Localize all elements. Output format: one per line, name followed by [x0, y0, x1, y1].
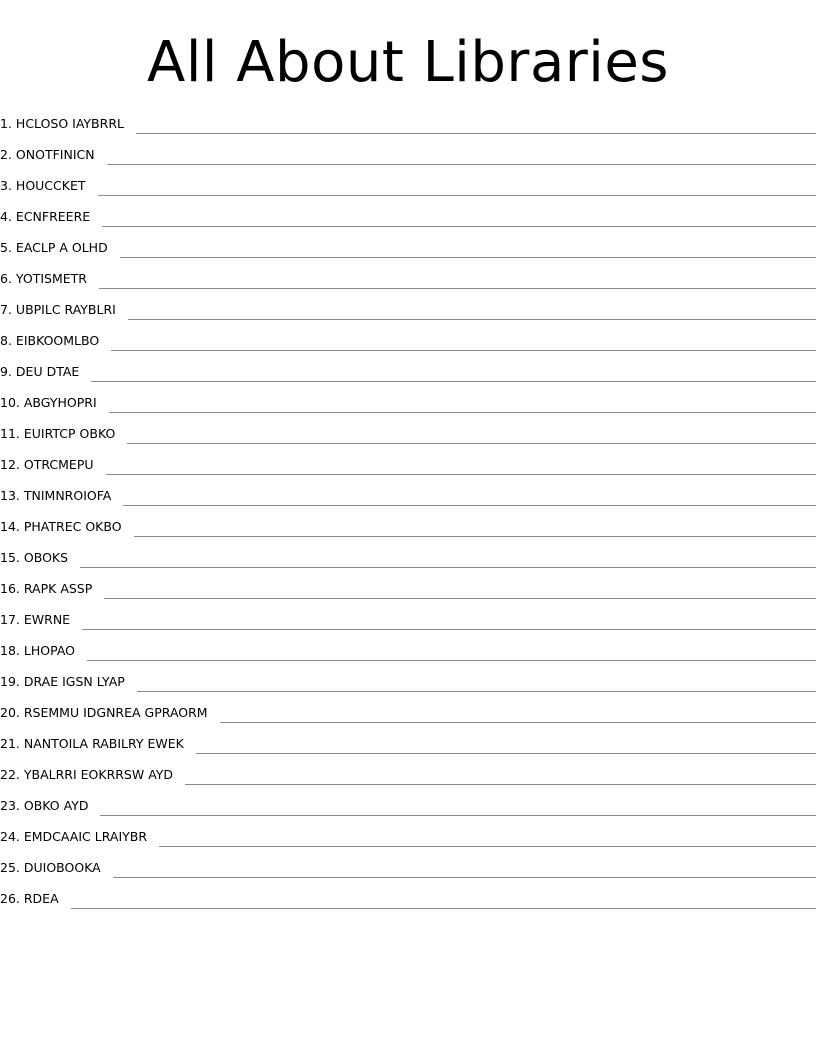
scrambled-word: UBPILC RAYBLRI [15, 302, 116, 317]
list-item [0, 354, 816, 385]
answer-line[interactable] [113, 877, 816, 878]
scrambled-word-label [0, 426, 115, 447]
answer-line[interactable] [100, 815, 816, 816]
scrambled-word: EUIRTCP OBKO [23, 426, 116, 441]
scrambled-word-label [0, 829, 147, 850]
item-number: 18. [0, 643, 20, 658]
list-item [0, 106, 816, 137]
scrambled-word: RDEA [23, 891, 59, 906]
scrambled-word: DRAE IGSN LYAP [23, 674, 125, 689]
item-number: 20. [0, 705, 20, 720]
scrambled-word-label [0, 550, 68, 571]
scrambled-word-label [0, 302, 116, 323]
list-item [0, 447, 816, 478]
answer-line[interactable] [185, 784, 816, 785]
answer-line[interactable] [109, 412, 816, 413]
list-item [0, 199, 816, 230]
scrambled-word-label [0, 581, 92, 602]
scrambled-word-label [0, 612, 70, 633]
scrambled-word: HCLOSO IAYBRRL [15, 116, 124, 131]
scrambled-word-label [0, 674, 125, 695]
list-item [0, 292, 816, 323]
scrambled-word-label [0, 209, 90, 230]
answer-line[interactable] [102, 226, 816, 227]
item-number: 24. [0, 829, 20, 844]
answer-line[interactable] [159, 846, 816, 847]
item-number: 13. [0, 488, 20, 503]
answer-line[interactable] [120, 257, 816, 258]
item-number: 15. [0, 550, 20, 565]
scrambled-word: RAPK ASSP [23, 581, 93, 596]
scrambled-word: ECNFREERE [15, 209, 91, 224]
scrambled-word: ABGYHOPRI [23, 395, 97, 410]
scrambled-word-label [0, 395, 97, 416]
list-item [0, 323, 816, 354]
scrambled-word: TNIMNROIOFA [23, 488, 112, 503]
scrambled-word-label [0, 364, 79, 385]
item-number: 10. [0, 395, 20, 410]
answer-line[interactable] [220, 722, 816, 723]
scrambled-word: OBOKS [23, 550, 69, 565]
list-item [0, 509, 816, 540]
item-number: 11. [0, 426, 20, 441]
item-number: 21. [0, 736, 20, 751]
answer-line[interactable] [123, 505, 816, 506]
item-number: 17. [0, 612, 20, 627]
list-item [0, 788, 816, 819]
item-number: 26. [0, 891, 20, 906]
item-number: 19. [0, 674, 20, 689]
list-item [0, 633, 816, 664]
list-item [0, 230, 816, 261]
list-item [0, 695, 816, 726]
list-item [0, 726, 816, 757]
list-item [0, 850, 816, 881]
item-number: 12. [0, 457, 20, 472]
item-number: 6. [0, 271, 12, 286]
item-number: 23. [0, 798, 20, 813]
list-item [0, 168, 816, 199]
item-number: 4. [0, 209, 12, 224]
item-number: 3. [0, 178, 12, 193]
list-item [0, 819, 816, 850]
scrambled-word: YBALRRI EOKRRSW AYD [23, 767, 174, 782]
item-number: 2. [0, 147, 12, 162]
page-title: All About Libraries [147, 30, 669, 95]
answer-line[interactable] [137, 691, 816, 692]
answer-line[interactable] [107, 164, 816, 165]
answer-line[interactable] [196, 753, 816, 754]
scrambled-word-label [0, 147, 95, 168]
word-scramble-list [0, 106, 816, 912]
scrambled-word-label [0, 271, 87, 292]
scrambled-word-label [0, 116, 124, 137]
answer-line[interactable] [106, 474, 816, 475]
scrambled-word: DEU DTAE [15, 364, 80, 379]
answer-line[interactable] [91, 381, 816, 382]
list-item [0, 385, 816, 416]
item-number: 8. [0, 333, 12, 348]
answer-line[interactable] [82, 629, 816, 630]
item-number: 25. [0, 860, 20, 875]
answer-line[interactable] [87, 660, 816, 661]
scrambled-word-label [0, 891, 59, 912]
scrambled-word: RSEMMU IDGNREA GPRAORM [23, 705, 208, 720]
list-item [0, 416, 816, 447]
scrambled-word-label [0, 860, 101, 881]
scrambled-word: OBKO AYD [23, 798, 89, 813]
scrambled-word-label [0, 705, 208, 726]
scrambled-word-label [0, 643, 75, 664]
answer-line[interactable] [127, 443, 816, 444]
scrambled-word: YOTISMETR [15, 271, 87, 286]
scrambled-word: PHATREC OKBO [23, 519, 122, 534]
list-item [0, 540, 816, 571]
scrambled-word: EIBKOOMLBO [15, 333, 100, 348]
list-item [0, 881, 816, 912]
item-number: 22. [0, 767, 20, 782]
item-number: 9. [0, 364, 12, 379]
scrambled-word-label [0, 767, 173, 788]
scrambled-word-label [0, 178, 86, 199]
list-item [0, 137, 816, 168]
item-number: 16. [0, 581, 20, 596]
item-number: 1. [0, 116, 12, 131]
list-item [0, 602, 816, 633]
answer-line[interactable] [71, 908, 816, 909]
scrambled-word: ONOTFINICN [15, 147, 95, 162]
scrambled-word: EMDCAAIC LRAIYBR [23, 829, 148, 844]
scrambled-word: HOUCCKET [15, 178, 86, 193]
scrambled-word-label [0, 736, 184, 757]
list-item [0, 757, 816, 788]
scrambled-word-label [0, 333, 99, 354]
scrambled-word: EWRNE [23, 612, 71, 627]
list-item [0, 261, 816, 292]
list-item [0, 478, 816, 509]
scrambled-word: DUIOBOOKA [23, 860, 101, 875]
answer-line[interactable] [111, 350, 816, 351]
list-item [0, 664, 816, 695]
answer-line[interactable] [99, 288, 816, 289]
item-number: 7. [0, 302, 12, 317]
scrambled-word: OTRCMEPU [23, 457, 94, 472]
answer-line[interactable] [80, 567, 816, 568]
answer-line[interactable] [104, 598, 816, 599]
answer-line[interactable] [136, 133, 816, 134]
scrambled-word-label [0, 488, 111, 509]
answer-line[interactable] [98, 195, 816, 196]
list-item [0, 571, 816, 602]
scrambled-word-label [0, 798, 88, 819]
scrambled-word: EACLP A OLHD [15, 240, 108, 255]
scrambled-word: NANTOILA RABILRY EWEK [23, 736, 184, 751]
item-number: 14. [0, 519, 20, 534]
scrambled-word-label [0, 240, 108, 261]
answer-line[interactable] [128, 319, 816, 320]
scrambled-word-label [0, 519, 122, 540]
scrambled-word-label [0, 457, 94, 478]
scrambled-word: LHOPAO [23, 643, 75, 658]
answer-line[interactable] [134, 536, 816, 537]
item-number: 5. [0, 240, 12, 255]
